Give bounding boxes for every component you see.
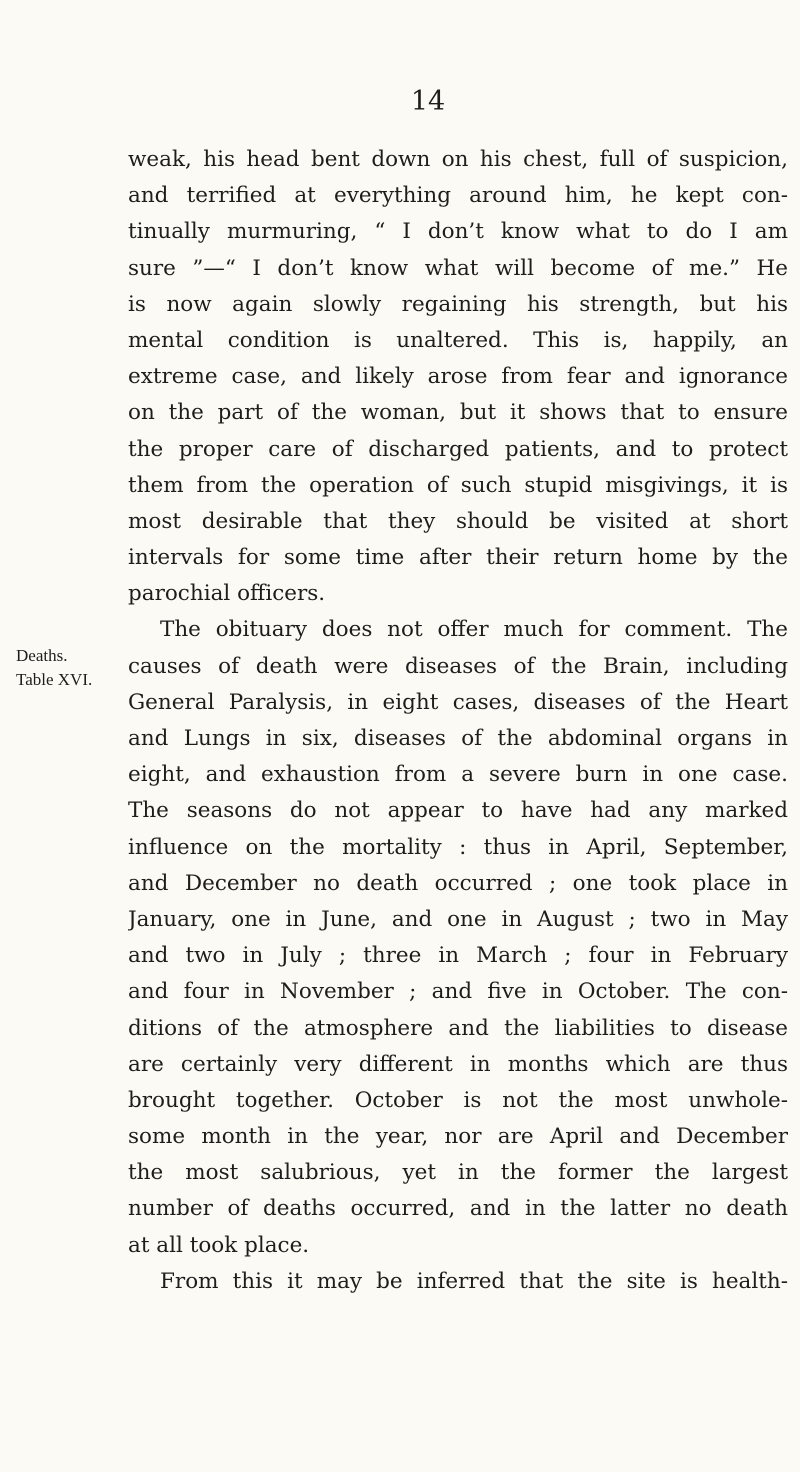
text-line: are certainly very different in months which are thus [128, 1051, 788, 1077]
text-line: the most salubrious, yet in the former the largest [128, 1160, 788, 1186]
text-line: influence on the mortality : thus in April, September, [128, 834, 788, 860]
text-line: From this it may be inferred that the site is health- [160, 1268, 788, 1294]
text-line: The obituary does not offer much for comment. The [160, 617, 788, 643]
text-line: sure ”—“ I don’t know what will become of me.” He [128, 255, 788, 281]
body-text [128, 142, 788, 1300]
text-line: is now again slowly regaining his strength, but his [128, 291, 788, 317]
text-line: and four in November ; and five in October. The con- [128, 979, 788, 1005]
text-line: weak, his head bent down on his chest, full of suspicion, [128, 147, 788, 172]
text-line: and terrified at everything around him, he kept con- [128, 183, 788, 209]
text-line: General Paralysis, in eight cases, diseases of the Heart [128, 689, 788, 715]
text-line: and two in July ; three in March ; four in February [128, 943, 788, 969]
text-line: brought together. October is not the most unwhole- [128, 1087, 788, 1113]
text-line: ditions of the atmosphere and the liabilities to disease [128, 1015, 788, 1041]
text-line: the proper care of discharged patients, and to protect [128, 436, 788, 462]
text-line: some month in the year, nor are April and December [128, 1124, 788, 1150]
text-line: The seasons do not appear to have had any marked [128, 798, 788, 824]
text-line: mental condition is unaltered. This is, happily, an [128, 327, 788, 353]
page-number: 14 [410, 86, 446, 117]
text-line: number of deaths occurred, and in the latter no death [128, 1196, 788, 1222]
text-line: intervals for some time after their return home by the [128, 545, 788, 571]
text-line: and Lungs in six, diseases of the abdominal organs in [128, 726, 788, 751]
text-line: extreme case, and likely arose from fear and ignorance [128, 364, 788, 390]
margin-note-deaths: Deaths. [16, 646, 68, 665]
margin-note-table: Table XVI. [16, 670, 93, 689]
text-line: them from the operation of such stupid misgivings, it is [128, 472, 788, 498]
text-line: causes of death were diseases of the Brain, including [128, 653, 788, 679]
text-line: most desirable that they should be visited at short [128, 508, 788, 534]
text-line: on the part of the woman, but it shows that to ensure [128, 400, 788, 426]
text-line: at all took place. [128, 1232, 310, 1258]
text-line: tinually murmuring, “ I don’t know what to do I am [128, 219, 788, 245]
text-line: parochial officers. [128, 581, 326, 607]
text-line: January, one in June, and one in August ; two in May [128, 906, 788, 932]
text-line: and December no death occurred ; one took place in [128, 870, 788, 896]
text-line: eight, and exhaustion from a severe burn in one case. [128, 762, 788, 788]
margin-note [16, 644, 112, 692]
